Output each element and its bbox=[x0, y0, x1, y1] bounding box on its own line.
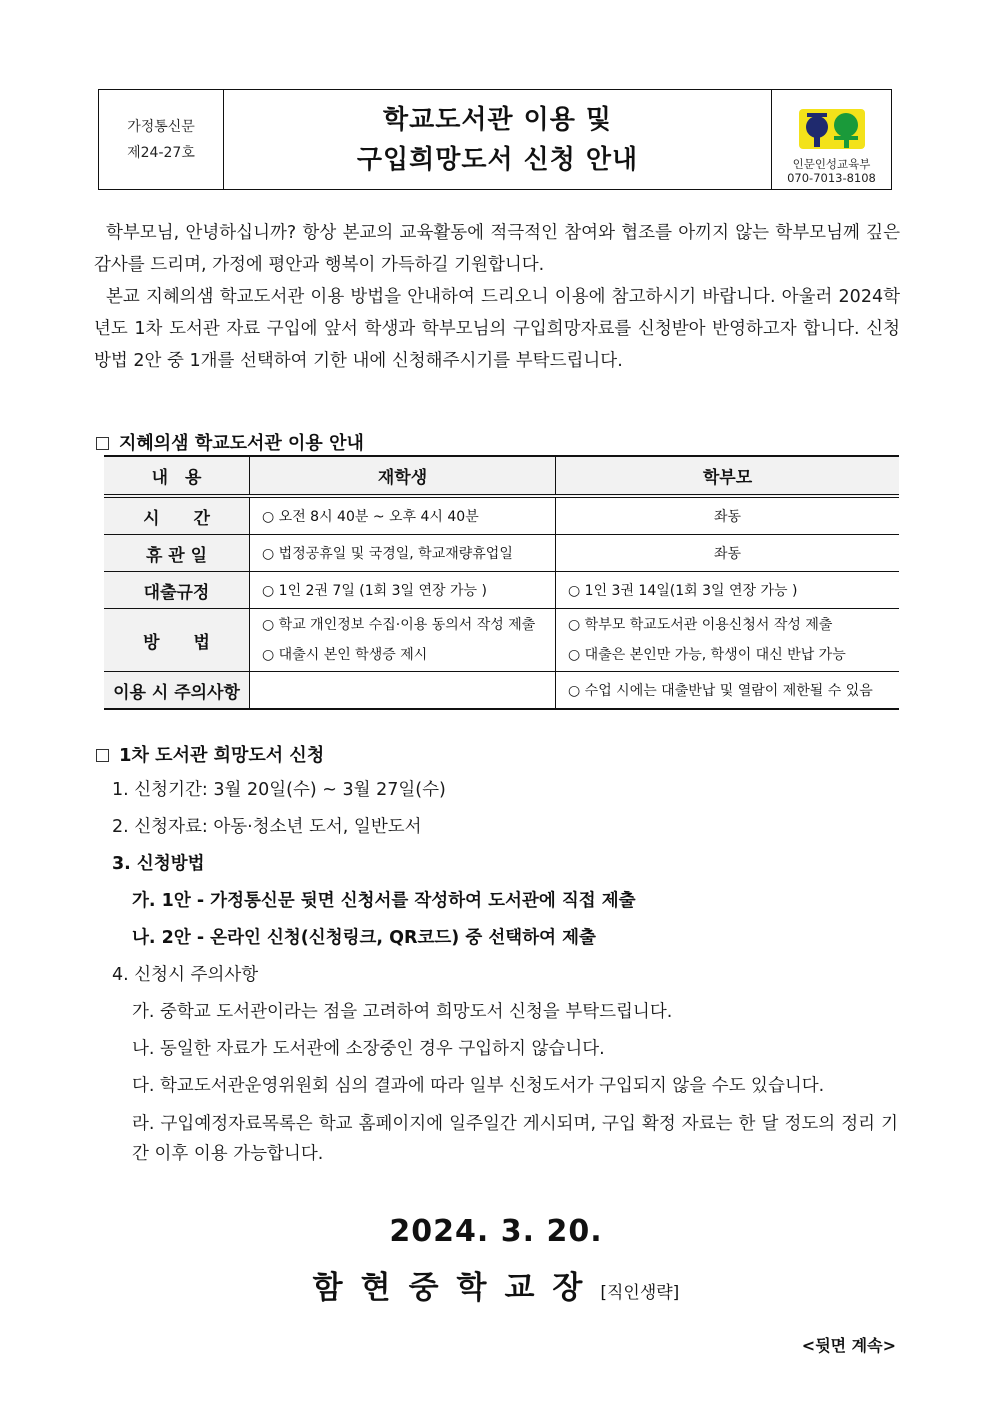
col-header-student: 재학생 bbox=[250, 456, 556, 496]
table-header-row bbox=[104, 456, 899, 496]
list-item-method: 3. 신청방법 bbox=[112, 854, 205, 874]
row-label: 방 법 bbox=[104, 609, 250, 672]
checkbox-square-icon bbox=[96, 749, 109, 762]
continued-note: <뒷면 계속> bbox=[801, 1336, 896, 1355]
list-item-caution: 4. 신청시 주의사항 bbox=[112, 965, 259, 985]
parent-cell: 좌동 bbox=[556, 535, 900, 572]
list-item-method-b: 나. 2안 - 온라인 신청(신청링크, QR코드) 중 선택하여 제출 bbox=[132, 928, 596, 948]
section1-title bbox=[96, 429, 364, 455]
document-title bbox=[224, 90, 771, 189]
intro-line-2: 본교 지혜의샘 학교도서관 이용 방법을 안내하여 드리오니 이용에 참고하시기 바랍니다. 아울러 2024학년도 1차 도서관 자료 구입에 앞서 학생과 학부모님의 구입희망자료를 신청받아 반영하고자 합니다. 신청 방법 2안 중 1개를 선택하여 기한 내에 신청해주시기를 부탁드립니다. bbox=[94, 287, 900, 371]
student-cell: ○ 법정공휴일 및 국경일, 학교재량휴업일 bbox=[250, 535, 556, 572]
principal-signature bbox=[0, 1262, 992, 1307]
school-logo-icon bbox=[799, 109, 865, 149]
seal-note: [직인생략] bbox=[600, 1283, 680, 1303]
row-label: 대출규정 bbox=[104, 572, 250, 609]
issue-date: 2024. 3. 20. bbox=[389, 1214, 603, 1249]
parent-method-1: ○ 학부모 학교도서관 이용신청서 작성 제출 bbox=[568, 617, 833, 633]
department-name: 인문인성교육부 bbox=[792, 157, 871, 171]
table-row-closed bbox=[104, 535, 899, 572]
issue-number: 제24-27호 bbox=[127, 144, 195, 161]
section2-title bbox=[96, 741, 324, 767]
parent-cell: 좌동 bbox=[556, 496, 900, 535]
parent-method-2: ○ 대출은 본인만 가능, 학생이 대신 반납 가능 bbox=[568, 647, 846, 663]
student-cell bbox=[250, 672, 556, 710]
student-cell: ○ 1인 2권 7일 (1회 3일 연장 가능 ) bbox=[250, 572, 556, 609]
section2-title-text: 1차 도서관 희망도서 신청 bbox=[119, 745, 325, 766]
title-line-1: 학교도서관 이용 및 bbox=[382, 104, 613, 135]
section1-title-text: 지혜의샘 학교도서관 이용 안내 bbox=[119, 433, 364, 454]
intro-line-1: 학부모님, 안녕하십니까? 항상 본교의 교육활동에 적극적인 참여와 협조를 아끼지 않는 학부모님께 깊은 감사를 드리며, 가정에 평안과 행복이 가득하길 기원합니다. bbox=[94, 223, 900, 275]
request-info-list bbox=[112, 772, 898, 1169]
list-item-caution-a: 가. 중학교 도서관이라는 점을 고려하여 희망도서 신청을 부탁드립니다. bbox=[132, 1002, 673, 1022]
list-item-materials: 2. 신청자료: 아동·청소년 도서, 일반도서 bbox=[112, 817, 422, 837]
student-method-2: ○ 대출시 본인 학생증 제시 bbox=[262, 647, 428, 663]
principal-name: 함현중학교장 bbox=[312, 1270, 601, 1306]
list-item-period: 1. 신청기간: 3월 20일(수) ~ 3월 27일(수) bbox=[112, 780, 446, 800]
row-label: 휴 관 일 bbox=[104, 535, 250, 572]
student-method-1: ○ 학교 개인정보 수집·이용 동의서 작성 제출 bbox=[262, 617, 536, 633]
table-row-loan-rules bbox=[104, 572, 899, 609]
student-cell: ○ 오전 8시 40분 ~ 오후 4시 40분 bbox=[250, 496, 556, 535]
list-item-caution-d: 라. 구입예정자료목록은 학교 홈페이지에 일주일간 게시되며, 구입 확정 자료는 한 달 정도의 정리 기간 이후 이용 가능합니다. bbox=[132, 1114, 898, 1164]
table-row-caution bbox=[104, 672, 899, 710]
department-info bbox=[771, 90, 891, 189]
table-row-method bbox=[104, 609, 899, 672]
row-label: 시 간 bbox=[104, 496, 250, 535]
list-item-caution-b: 나. 동일한 자료가 도서관에 소장중인 경우 구입하지 않습니다. bbox=[132, 1039, 605, 1059]
header-box bbox=[98, 89, 892, 190]
library-usage-table bbox=[104, 455, 899, 710]
parent-cell: ○ 수업 시에는 대출반납 및 열람이 제한될 수 있음 bbox=[556, 672, 900, 710]
col-header-parent: 학부모 bbox=[556, 456, 900, 496]
table-row-hours bbox=[104, 496, 899, 535]
list-item-caution-c: 다. 학교도서관운영위원회 심의 결과에 따라 일부 신청도서가 구입되지 않을 수도 있습니다. bbox=[132, 1076, 825, 1096]
row-label: 이용 시 주의사항 bbox=[104, 672, 250, 710]
student-cell bbox=[250, 609, 556, 672]
checkbox-square-icon bbox=[96, 437, 109, 450]
intro-paragraph bbox=[94, 217, 900, 377]
issue-label: 가정통신문 bbox=[127, 118, 195, 135]
title-line-2: 구입희망도서 신청 안내 bbox=[356, 144, 639, 175]
list-item-method-a: 가. 1안 - 가정통신문 뒷면 신청서를 작성하여 도서관에 직접 제출 bbox=[132, 891, 636, 911]
parent-cell bbox=[556, 609, 900, 672]
parent-cell: ○ 1인 3권 14일(1회 3일 연장 가능 ) bbox=[556, 572, 900, 609]
issue-info bbox=[99, 90, 224, 189]
col-header-content: 내 용 bbox=[104, 456, 250, 496]
department-phone: 070-7013-8108 bbox=[787, 171, 876, 185]
